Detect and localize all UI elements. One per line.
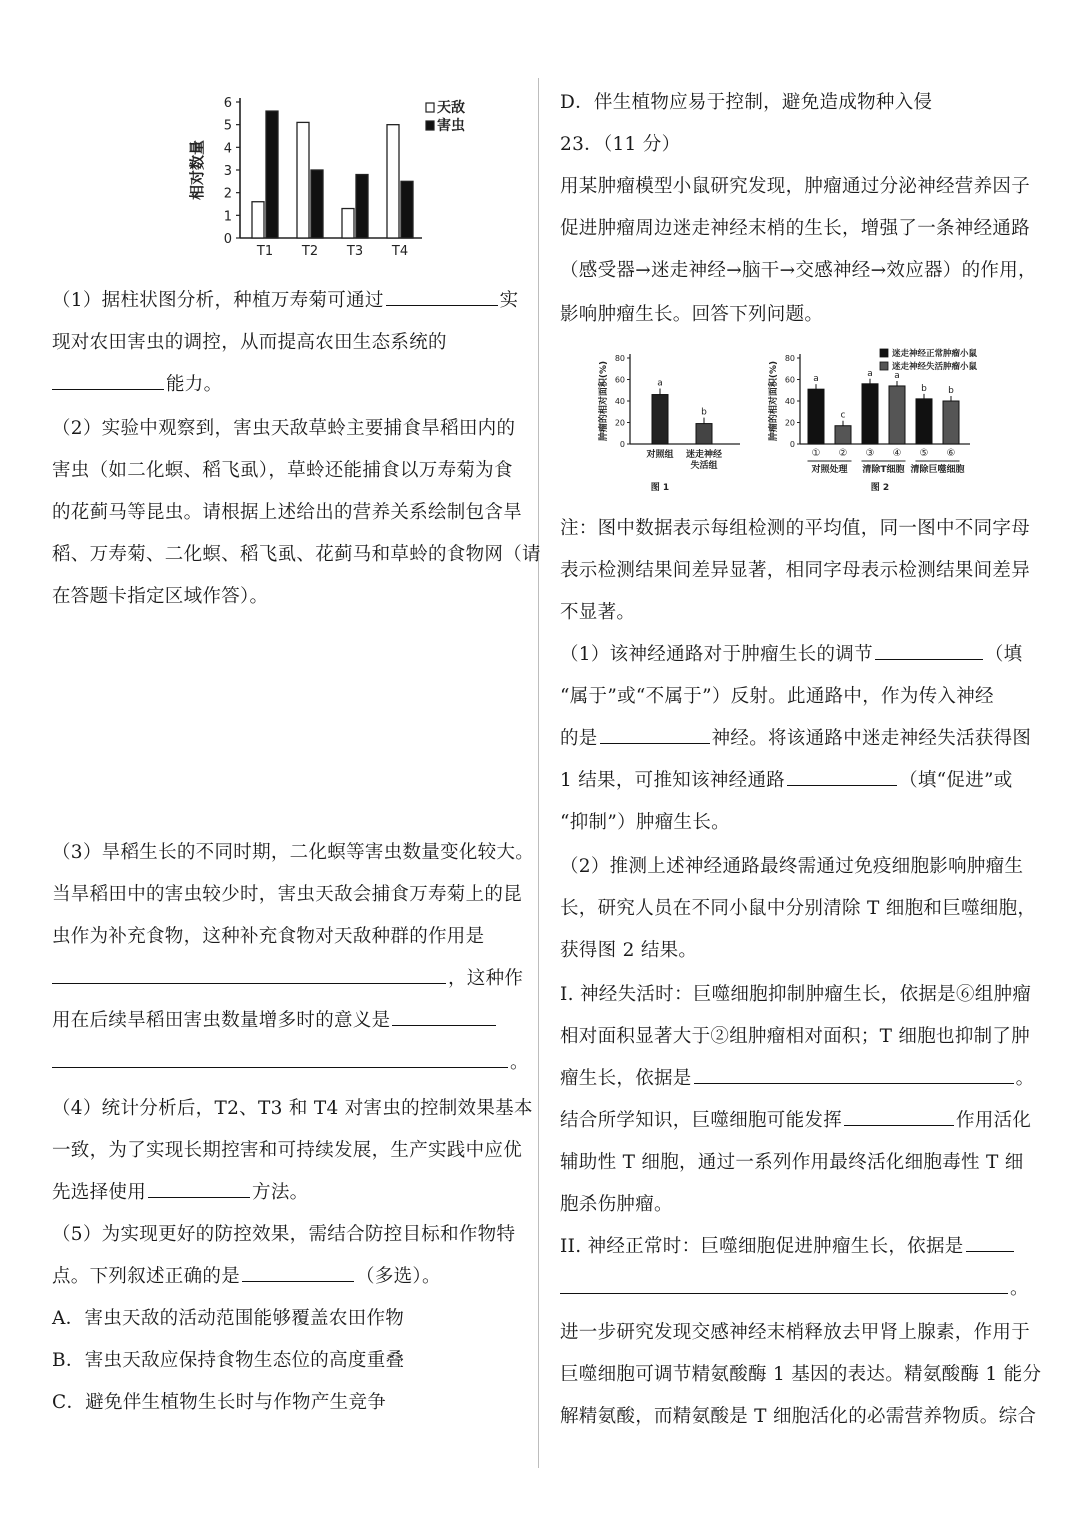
option-b: B．害虫天敌应保持食物生态位的高度重叠 [52,1350,405,1371]
note-line2: 表示检测结果间差异显著，相同字母表示检测结果间差异 [560,560,1031,581]
fig2-bar [916,399,932,444]
q2-line4: 稻、万寿菊、二化螟、稻飞虱、花蓟马和草蛉的食物网（请 [52,544,541,565]
q2-line1: （2）实验中观察到，害虫天敌草蛉主要捕食旱稻田内的 [52,418,516,439]
fig2-legend-swatch [880,349,888,357]
last-line2: 巨噬细胞可调节精氨酸酶 1 基因的表达。精氨酸酶 1 能分 [560,1364,1042,1385]
pest-bar-chart [162,88,482,268]
q4-line1: （4）统计分析后，T2、T3 和 T4 对害虫的控制效果基本 [52,1098,533,1119]
s1-blank-3[interactable] [787,784,897,786]
q1-blank-1[interactable] [386,304,498,306]
legend-swatch-0 [426,103,434,112]
q3-line4: ，这种作 [52,958,523,1000]
fig1-sig-letter: b [701,407,707,418]
fig1-y-tick-label: 60 [614,375,625,385]
y-tick-label: 2 [223,186,232,202]
s2-line1: （2）推测上述神经通路最终需通过免疫细胞影响肿瘤生 [560,856,1024,877]
fig1-caption: 图 1 [650,483,670,493]
q2-line2: 害虫（如二化螟、稻飞虱），草蛉还能捕食以万寿菊为食 [52,460,513,481]
q3-blank-2[interactable] [392,1024,496,1026]
q5-line1: （5）为实现更好的防控效果，需结合防控目标和作物特 [52,1224,516,1245]
fig2-bar [835,426,851,444]
fig1-y-tick-label: 20 [614,418,625,428]
q3-line2: 当旱稻田中的害虫较少时，害虫天敌会捕食万寿菊上的昆 [52,884,523,905]
s1-line4: 1 结果，可推知该神经通路 （填“促进”或 [560,770,1013,791]
x-tick-label: T4 [391,244,409,259]
y-tick-label: 6 [223,96,232,111]
fig2-y-tick-label: 80 [784,354,795,363]
fig2-y-tick-label: 40 [784,397,795,406]
fig1-x-label: 对照组 [646,450,674,460]
legend-swatch-1 [426,121,434,130]
x-tick-label: T3 [346,244,364,259]
bar-害虫-T2 [311,170,323,238]
fig2-group-marker: ⑤ [919,448,929,459]
s1-line3: 的是 神经。将该通路中迷走神经失活获得图 [560,728,1032,749]
i-blank-1[interactable] [694,1082,1014,1084]
fig2-y-tick-label: 60 [784,375,795,385]
fig2-group-label: 清除T细胞 [862,465,905,475]
fig1-x-label: 失活组 [690,461,718,471]
fig1-x-label: 迷走神经 [685,450,723,460]
x-tick-label: T2 [301,244,319,259]
option-d: D．伴生植物应易于控制，避免造成物种入侵 [560,92,933,113]
column-divider [538,78,539,1468]
note-line1: 注：图中数据表示每组检测的平均值，同一图中不同字母 [560,518,1031,539]
i-line2: 相对面积显著大于②组肿瘤相对面积；T 细胞也抑制了肿 [560,1026,1031,1047]
fig2-sig-letter: b [921,383,927,394]
s1-blank-2[interactable] [600,742,710,744]
fig2-y-axis-label: 肿瘤的相对面积(%) [769,360,779,442]
option-a: A．害虫天敌的活动范围能够覆盖农田作物 [52,1308,405,1329]
fig2-y-tick-label: 0 [789,440,795,449]
last-line3: 解精氨酸，而精氨酸是 T 细胞活化的必需营养物质。综合 [560,1406,1037,1427]
tumor-figures [590,340,1040,500]
q1-blank-2[interactable] [52,388,164,390]
fig2-legend-label: 迷走神经正常肿瘤小鼠 [892,349,978,359]
q4-line2: 一致，为了实现长期控害和可持续发展，生产实践中应优 [52,1140,523,1161]
fig2-bar [943,401,959,444]
ii-line2: 。 [560,1268,1029,1310]
i-blank-2[interactable] [844,1124,954,1126]
y-tick-label: 5 [223,118,232,134]
fig2-sig-letter: a [894,370,900,381]
last-line1: 进一步研究发现交感神经末梢释放去甲肾上腺素，作用于 [560,1322,1031,1343]
y-tick-label: 3 [223,164,232,179]
fig1-y-tick-label: 80 [614,354,625,363]
intro-line1: 用某肿瘤模型小鼠研究发现，肿瘤通过分泌神经营养因子 [560,176,1031,197]
q1-line2: 现对农田害虫的调控，从而提高农田生态系统的 [52,332,447,353]
fig2-sig-letter: c [840,410,846,421]
q5-line2: 点。下列叙述正确的是 （多选）。 [52,1266,441,1287]
fig2-group-label: 对照处理 [811,465,848,475]
ii-blank-1[interactable] [966,1250,1014,1252]
q4-line3: 先选择使用 方法。 [52,1182,309,1203]
q3-blank-1[interactable] [52,982,446,984]
x-tick-label: T1 [256,244,274,259]
i-line1: I. 神经失活时：巨噬细胞抑制肿瘤生长，依据是⑥组肿瘤 [560,984,1032,1005]
q3-blank-3[interactable] [52,1066,508,1068]
q3-line6: 。 [52,1042,529,1084]
q3-line1: （3）旱稻生长的不同时期，二化螟等害虫数量变化较大。 [52,842,535,863]
option-c: C．避免伴生植物生长时与作物产生竞争 [52,1392,387,1413]
fig2-group-marker: ② [838,448,848,459]
fig2-group-label: 清除巨噬细胞 [910,465,965,475]
s1-blank-1[interactable] [875,658,983,660]
q5-blank[interactable] [242,1280,354,1282]
legend-label-0: 天敌 [437,100,465,116]
y-tick-label: 4 [223,141,232,157]
fig1-y-axis-label: 肿瘤的相对面积(%) [599,360,609,442]
bar-天敌-T3 [342,209,354,238]
fig2-group-marker: ③ [865,448,875,459]
s2-line2: 长，研究人员在不同小鼠中分别清除 T 细胞和巨噬细胞， [560,898,1037,919]
fig2-legend-swatch [880,362,888,370]
intro-line3: （感受器→迷走神经→脑干→交感神经→效应器）的作用， [560,260,1037,281]
i-line6: 胞杀伤肿瘤。 [560,1194,673,1215]
s2-line3: 获得图 2 结果。 [560,940,698,961]
fig1-y-tick-label: 40 [614,397,625,406]
i-line3: 瘤生长，依据是 。 [560,1068,1035,1089]
q23-heading: 23．（11 分） [560,134,681,155]
fig2-sig-letter: a [813,374,819,385]
fig2-bar [808,389,824,444]
fig2-sig-letter: b [948,386,954,396]
bar-天敌-T2 [297,122,309,238]
q2-line5: 在答题卡指定区域作答）。 [52,586,269,607]
fig2-bar [889,386,905,444]
bar-天敌-T4 [387,125,399,238]
ii-line1: II. 神经正常时：巨噬细胞促进肿瘤生长，依据是 [560,1226,1016,1268]
q1-line3: 能力。 [52,364,222,406]
fig2-bar [862,384,878,444]
q3-line3: 虫作为补充食物，这种补充食物对天敌种群的作用是 [52,926,485,947]
bar-害虫-T1 [266,111,278,238]
intro-line2: 促进肿瘤周边迷走神经末梢的生长，增强了一条神经通路 [560,218,1031,239]
ii-blank-2[interactable] [560,1292,1008,1294]
y-tick-label: 0 [223,232,232,247]
y-tick-label: 1 [223,209,232,225]
q4-blank[interactable] [148,1196,250,1198]
fig2-sig-letter: a [867,368,873,379]
q1-line1: （1）据柱状图分析，种植万寿菊可通过 实 [52,290,519,311]
fig2-group-marker: ⑥ [946,448,956,459]
legend-label-1: 害虫 [437,118,465,134]
q3-line5: 用在后续旱稻田害虫数量增多时的意义是 [52,1000,498,1042]
s1-line2: “属于”或“不属于”）反射。此通路中，作为传入神经 [560,686,994,707]
fig1-bar [652,395,668,444]
fig2-legend-label: 迷走神经失活肿瘤小鼠 [892,362,978,372]
q2-line3: 的花蓟马等昆虫。请根据上述给出的营养关系绘制包含旱 [52,502,523,523]
bar-害虫-T4 [401,181,413,238]
fig1-bar [696,424,712,444]
note-line3: 不显著。 [560,602,636,623]
fig1-y-tick-label: 0 [619,440,625,449]
s1-line5: “抑制”）肿瘤生长。 [560,812,730,833]
fig2-group-marker: ① [811,448,821,459]
y-axis-label: 相对数量 [188,139,206,201]
fig2-y-tick-label: 20 [784,418,795,428]
i-line4: 结合所学知识，巨噬细胞可能发挥 作用活化 [560,1110,1032,1131]
s1-line1: （1）该神经通路对于肿瘤生长的调节 （填 [560,644,1023,665]
fig2-group-marker: ④ [892,448,902,459]
i-line5: 辅助性 T 细胞，通过一系列作用最终活化细胞毒性 T 细 [560,1152,1024,1173]
bar-天敌-T1 [252,202,264,238]
fig2-caption: 图 2 [870,483,890,493]
fig1-sig-letter: a [657,378,663,389]
intro-line4: 影响肿瘤生长。回答下列问题。 [560,304,824,325]
bar-害虫-T3 [356,175,368,238]
